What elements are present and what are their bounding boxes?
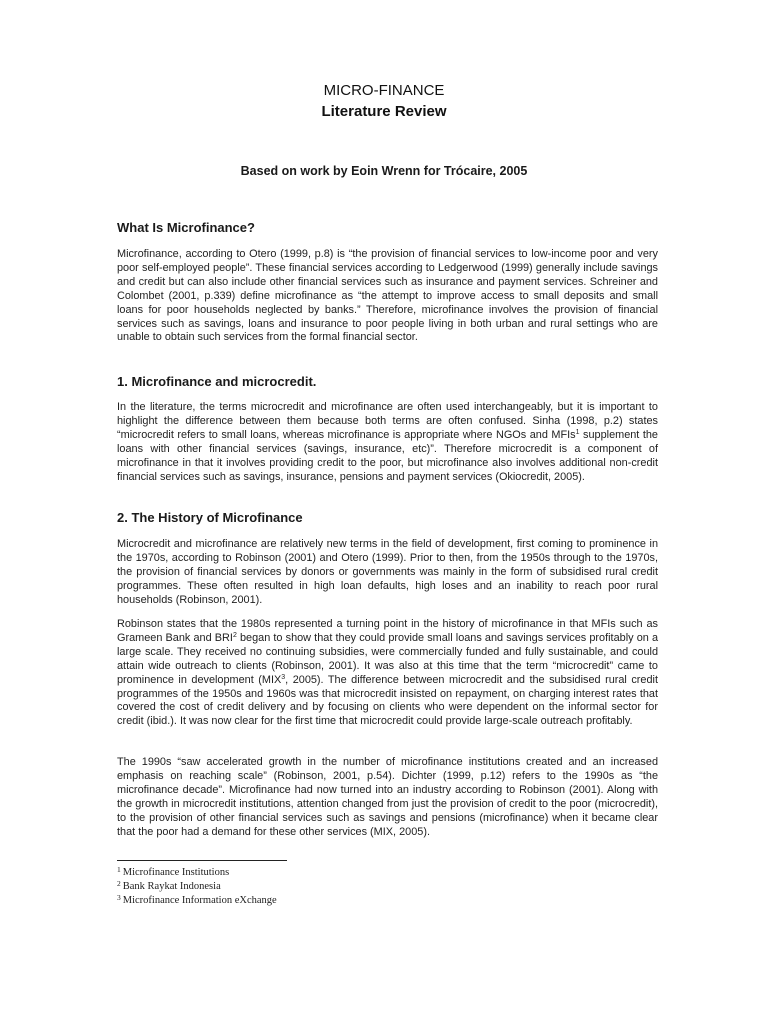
footnote-2: [117, 880, 277, 894]
footnote-ref-3: 3: [281, 673, 286, 681]
section-heading-history: 2. The History of Microfinance: [117, 510, 303, 525]
footnote-number: 3: [117, 893, 121, 902]
section-heading-microcredit: 1. Microfinance and microcredit.: [117, 374, 317, 389]
paragraph-text: began to show that they could provide small loans and savings services profitably on a large scale. They received no continuing subsidies, were commercially funded and fully sustainable, and could attain wide outreach to clients (Robinson, 2001). It was also at this time that the term “microcredit” came to prominence in development (MIX: [117, 631, 659, 686]
paragraph-microcredit-vs-microfinance: [117, 401, 658, 484]
paragraph-history-1970s: Microcredit and microfinance are relatively new terms in the field of development, first coming to prominence in the 1970s, according to Robinson (2001) and Otero (1999). Prior to then, from the 1950s through to the 1970s, the provision of financial services by donors or governments was mainly in the form of subsidised rural credit programmes. These often resulted in high loan defaults, high loses and an inability to reach poor rural households (Robinson, 2001).: [117, 538, 658, 606]
section-heading-what-is-microfinance: What Is Microfinance?: [117, 220, 255, 235]
footnotes: [117, 866, 277, 908]
paragraph-history-1990s: The 1990s “saw accelerated growth in the number of microfinance institutions created and an increased emphasis on reaching scale” (Robinson, 2001, p.54). Dichter (1999, p.12) refers to the 1990s as “the microfinance decade”. Microfinance had now turned into an industry according to Robinson (2001). Along with the growth in microcredit institutions, attention changed from just the provision of credit to the poor (microcredit), to the provision of other financial services such as savings and pensions (microfinance) when it became clear that the poor had a demand for these other services (MIX, 2005).: [117, 756, 658, 838]
paragraph-history-1980s: [117, 618, 658, 729]
footnote-number: 2: [117, 879, 121, 888]
footnote-text: Bank Raykat Indonesia: [122, 881, 221, 892]
footnote-text: Microfinance Institutions: [122, 867, 230, 878]
document-title: MICRO-FINANCE: [323, 82, 445, 99]
footnote-text: Microfinance Information eXchange: [122, 895, 277, 906]
paragraph-text: In the literature, the terms microcredit and microfinance are often used interchangeably, but it is important to highlight the difference between them because both terms are often confused. Sinha (1998, p.2) states “microcredit refers to small loans, whereas microfinance is appropriate where NGOs and MFIs: [117, 401, 658, 441]
paragraph-text: Robinson states that the 1980s represented a turning point in the history of microfinance in that MFIs such as Grameen Bank and BRI: [117, 618, 658, 644]
paragraph-text: , 2005). The difference between microcredit and the subsidised rural credit programmes of the 1950s and 1960s was that microcredit insisted on repayment, on charging interest rates that covered the cost of credit delivery and by focusing on clients who were dependent on the informal sector for credit (ibid.). It was now clear for the first time that microcredit could provide large-scale outreach profitably.: [117, 673, 658, 728]
byline: Based on work by Eoin Wrenn for Trócaire, 2005: [240, 164, 528, 178]
footnote-ref-2: 2: [232, 631, 237, 639]
document-subtitle: Literature Review: [321, 103, 447, 120]
paragraph-text: supplement the loans with other financial services (savings, insurance, etc)”. Therefore microcredit is a component of microfinance in that it involves providing credit to the poor, but microfinance also involves additional non-credit financial services such as savings, insurance, pensions and payment services (Okiocredit, 2005).: [117, 428, 658, 483]
footnote-divider: [117, 860, 287, 861]
footnote-number: 1: [117, 865, 121, 874]
footnote-1: [117, 866, 277, 880]
paragraph-definition: Microfinance, according to Otero (1999, p.8) is “the provision of financial services to low-income poor and very poor self-employed people”. These financial services according to Ledgerwood (1999) generally include savings and credit but can also include other financial services such as insurance and payment services. Schreiner and Colombet (2001, p.339) define microfinance as “the attempt to improve access to small deposits and small loans for poor households neglected by banks.” Therefore, microfinance involves the provision of financial services such as savings, loans and insurance to poor people living in both urban and rural settings who are unable to obtain such services from the formal financial sector.: [117, 248, 658, 344]
footnote-ref-1: 1: [575, 428, 580, 436]
footnote-3: [117, 894, 277, 908]
